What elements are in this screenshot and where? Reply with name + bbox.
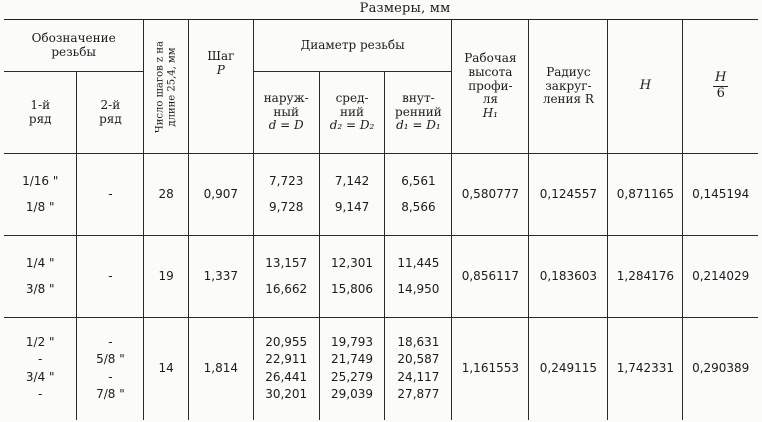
header-designation: Обозначение резьбы (4, 20, 144, 72)
outer-diameter-cell: 7,723 9,728 (253, 154, 319, 236)
header-radius: Радиус закруг- ления R (529, 20, 608, 154)
header-row-2: 2-й ряд (77, 72, 144, 154)
working-height-cell: 0,580777 (452, 154, 529, 236)
H-cell: 0,871165 (608, 154, 683, 236)
working-height-cell: 1,161553 (452, 318, 529, 420)
outer-diameter-cell: 20,955 22,911 26,441 30,201 (253, 318, 319, 420)
inner-diameter-cell: 6,561 8,566 (385, 154, 452, 236)
header-steps-count: Число шагов z на длине 25,4, мм (144, 20, 189, 154)
row2-cell: - (77, 154, 144, 236)
header-working-height: Рабочая высота профи- ля H₁ (452, 20, 529, 154)
inner-diameter-cell: 11,445 14,950 (385, 236, 452, 318)
radius-cell: 0,249115 (529, 318, 608, 420)
row1-cell: 1/16 " 1/8 " (4, 154, 77, 236)
header-middle-diameter: сред- ний d₂ = D₂ (319, 72, 385, 154)
table-row (4, 318, 758, 420)
radius-cell: 0,183603 (529, 236, 608, 318)
H-over-6-cell: 0,145194 (683, 154, 758, 236)
working-height-cell: 0,856117 (452, 236, 529, 318)
header-H-over-6: $\frac{H}{6}$ (683, 20, 758, 154)
outer-diameter-cell: 13,157 16,662 (253, 236, 319, 318)
middle-diameter-cell: 12,301 15,806 (319, 236, 385, 318)
middle-diameter-cell: 19,793 21,749 25,279 29,039 (319, 318, 385, 420)
radius-cell: 0,124557 (529, 154, 608, 236)
H-cell: 1,742331 (608, 318, 683, 420)
row1-cell: 1/4 " 3/8 " (4, 236, 77, 318)
table-row (4, 236, 758, 318)
steps-cell: 28 (144, 154, 189, 236)
middle-diameter-cell: 7,142 9,147 (319, 154, 385, 236)
steps-cell: 14 (144, 318, 189, 420)
header-inner-diameter: внут- ренний d₁ = D₁ (385, 72, 452, 154)
table-caption: Размеры, мм (359, 1, 451, 16)
row1-cell: 1/2 " - 3/4 " - (4, 318, 77, 420)
table-row (4, 154, 758, 236)
steps-cell: 19 (144, 236, 189, 318)
header-outer-diameter: наруж- ный d = D (253, 72, 319, 154)
H-over-6-cell: 0,290389 (683, 318, 758, 420)
inner-diameter-cell: 18,631 20,587 24,117 27,877 (385, 318, 452, 420)
H-over-6-cell: 0,214029 (683, 236, 758, 318)
header-thread-diameter: Диаметр резьбы (253, 20, 452, 72)
thread-dimensions-table (4, 19, 758, 420)
pitch-cell: 1,337 (188, 236, 253, 318)
header-H: H (608, 20, 683, 154)
pitch-cell: 1,814 (188, 318, 253, 420)
header-row-1: 1-й ряд (4, 72, 77, 154)
header-pitch: Шаг P (188, 20, 253, 154)
pitch-cell: 0,907 (188, 154, 253, 236)
H-cell: 1,284176 (608, 236, 683, 318)
row2-cell: - (77, 236, 144, 318)
row2-cell: - 5/8 " - 7/8 " (77, 318, 144, 420)
